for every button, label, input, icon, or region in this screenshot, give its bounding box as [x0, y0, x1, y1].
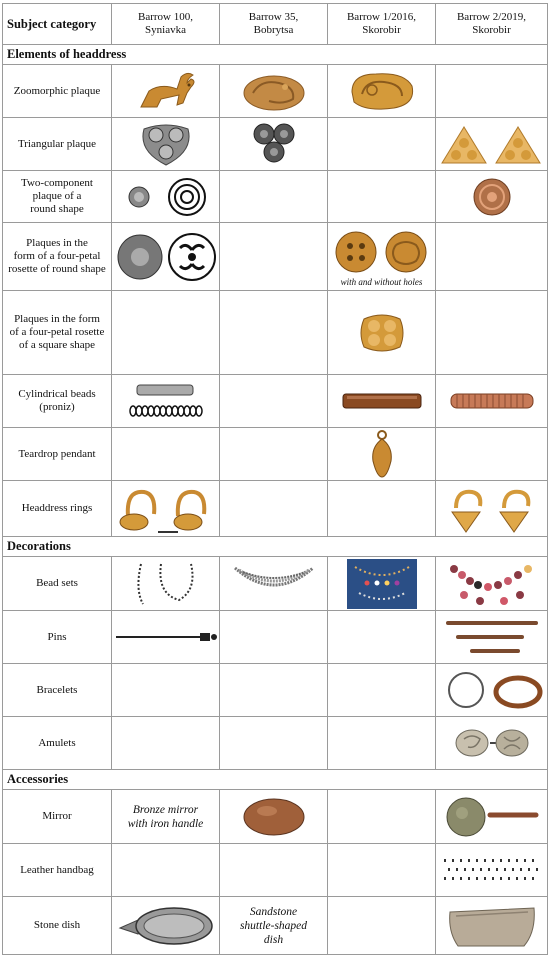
- curled-animal-plaque-gold-image: [346, 68, 418, 114]
- label-zoomorphic: Zoomorphic plaque: [3, 65, 112, 118]
- row-zoomorphic: [3, 65, 548, 118]
- row-mirror: [3, 790, 548, 844]
- bronze-mirror-image: [237, 795, 311, 839]
- rosette-square-gold-image: [358, 309, 406, 357]
- sandstone-dish-image: [444, 902, 540, 950]
- row-rosette-round: [3, 223, 548, 291]
- row-bracelets: [3, 664, 548, 717]
- cylindrical-bead-bronze-image: [339, 389, 425, 413]
- cylindrical-beads-drawing-image: [121, 381, 211, 421]
- label-bracelets: Bracelets: [3, 664, 112, 717]
- row-headdress-rings: [3, 481, 548, 537]
- note-bronze-mirror: Bronze mirror with iron handle: [127, 803, 204, 830]
- label-leather-handbag: Leather handbag: [3, 844, 112, 897]
- note-holes: with and without holes: [340, 277, 423, 287]
- label-teardrop: Teardrop pendant: [3, 428, 112, 481]
- label-cylindrical-beads: Cylindrical beads (proniz): [3, 375, 112, 428]
- bracelets-image: [440, 668, 544, 712]
- stone-dish-image: [116, 904, 216, 948]
- rosette-round-pair-image: [114, 230, 218, 284]
- row-cylindrical-beads: [3, 375, 548, 428]
- label-pins: Pins: [3, 611, 112, 664]
- headdress-rings-pair-image: [116, 484, 216, 534]
- pin-drawing-image: [114, 630, 218, 644]
- bead-set-necklace-image: [229, 562, 319, 606]
- label-stone-dish: Stone dish: [3, 897, 112, 955]
- note-sandstone-dish: Sandstone shuttle-shaped dish: [239, 905, 308, 946]
- row-bead-sets: [3, 557, 548, 611]
- round-plaque-bronze-image: [470, 175, 514, 219]
- deer-plaque-image: [131, 69, 201, 113]
- header-barrow-2-2019: Barrow 2/2019, Skorobir: [436, 4, 548, 45]
- label-rosette-square: Plaques in the form of a four-petal rosette of a square shape: [3, 291, 112, 375]
- bead-set-colored-image: [444, 559, 540, 609]
- iron-pins-image: [442, 615, 542, 659]
- handbag-fittings-image: [440, 855, 544, 885]
- label-two-component: Two-component plaque of a round shape: [3, 171, 112, 223]
- curled-animal-plaque-image: [239, 69, 309, 113]
- section-headdress: Elements of headdress: [3, 45, 548, 65]
- headdress-rings-gold-image: [442, 484, 542, 534]
- row-amulets: [3, 717, 548, 770]
- label-rosette-round: Plaques in the form of a four-petal rosette of round shape: [3, 223, 112, 291]
- triangular-plaque-dark-image: [244, 121, 304, 167]
- mirror-with-handle-image: [442, 795, 542, 839]
- label-bead-sets: Bead sets: [3, 557, 112, 611]
- row-pins: [3, 611, 548, 664]
- row-triangular: [3, 118, 548, 171]
- header-barrow-100: Barrow 100, Syniavka: [112, 4, 220, 45]
- label-amulets: Amulets: [3, 717, 112, 770]
- triangular-plaque-gold-image: [440, 123, 544, 165]
- label-headdress-rings: Headdress rings: [3, 481, 112, 537]
- rosette-round-gold-image: [334, 229, 430, 275]
- teardrop-pendant-image: [367, 429, 397, 479]
- artifact-table: [2, 3, 548, 955]
- cylindrical-bead-copper-image: [447, 390, 537, 412]
- header-row: [3, 4, 548, 45]
- row-two-component: [3, 171, 548, 223]
- row-leather-handbag: [3, 844, 548, 897]
- section-decorations: Decorations: [3, 537, 548, 557]
- bead-set-blue-background-image: [347, 559, 417, 609]
- header-barrow-1-2016: Barrow 1/2016, Skorobir: [328, 4, 436, 45]
- row-teardrop: [3, 428, 548, 481]
- round-plaque-pair-image: [121, 175, 211, 219]
- label-mirror: Mirror: [3, 790, 112, 844]
- section-accessories: Accessories: [3, 770, 548, 790]
- label-triangular: Triangular plaque: [3, 118, 112, 171]
- row-stone-dish: [3, 897, 548, 955]
- header-subject: Subject category: [3, 4, 112, 45]
- triangular-plaque-silver-image: [136, 121, 196, 167]
- bead-set-drawing-image: [121, 560, 211, 608]
- amulets-image: [452, 725, 532, 761]
- header-barrow-35: Barrow 35, Bobrytsa: [220, 4, 328, 45]
- row-rosette-square: [3, 291, 548, 375]
